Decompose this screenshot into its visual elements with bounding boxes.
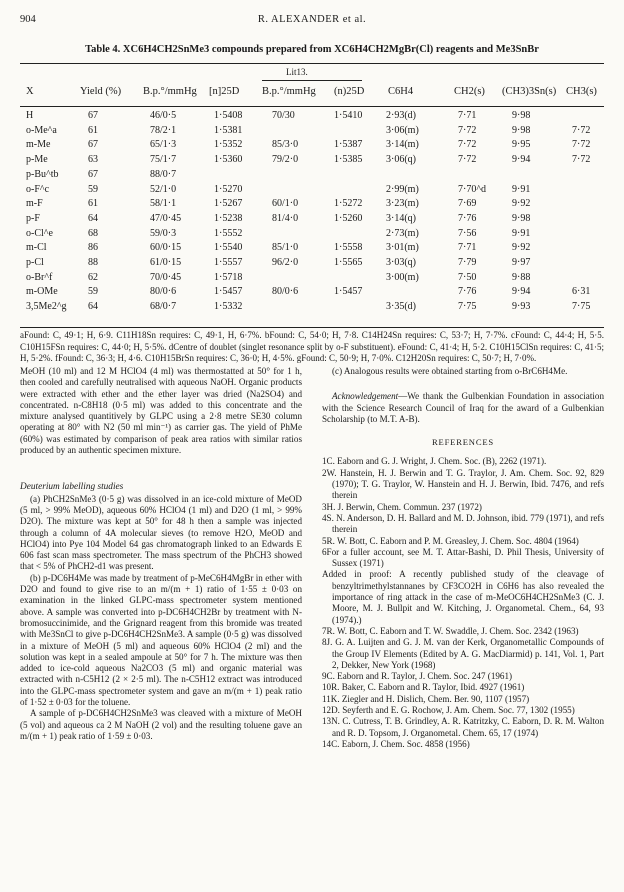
table-cell-yield: 62	[88, 271, 98, 283]
table-cell-c6h4: 2·73(m)	[386, 227, 419, 239]
table-cell-snme3: 9·93	[512, 301, 531, 313]
table-cell-yield: 68	[88, 227, 98, 239]
table-cell-ch3: 7·72	[572, 139, 591, 151]
reference-item: 11K. Ziegler and H. Dislich, Chem. Ber. 90, 1107 (1957)	[322, 693, 530, 704]
table-cell-ch2: 7·71	[458, 110, 477, 121]
table-cell-ch3: 7·75	[572, 301, 591, 313]
table-cell-c6h4: 3·06(q)	[386, 154, 416, 166]
table-cell-x: o-F^c	[26, 183, 50, 195]
table-cell-n: 1·5540	[214, 242, 243, 254]
table-cell-bp: 47/0·45	[150, 212, 182, 224]
table-cell-snme3: 9·97	[512, 257, 531, 268]
table-cell-x: o-Cl^e	[26, 227, 53, 239]
table-cell-n: 1·5457	[214, 286, 243, 298]
table-header-rule	[20, 106, 604, 107]
table-cell-ch2: 7·72	[458, 124, 477, 136]
table-cell-bp: 80/0·6	[150, 286, 177, 298]
table-cell-ch2: 7·69	[458, 198, 477, 210]
table-cell-x: p-Cl	[26, 257, 44, 268]
table-cell-snme3: 9·91	[512, 227, 531, 239]
table-cell-bp: 46/0·5	[150, 110, 177, 121]
table-cell-x: m-Cl	[26, 242, 47, 254]
table-cell-bp: 61/0·15	[150, 257, 182, 268]
table-cell-yield: 67	[88, 110, 98, 121]
table-cell-lit-bp: 85/3·0	[272, 139, 299, 151]
table-cell-n: 1·5270	[214, 183, 243, 195]
table-cell-x: p-Bu^tb	[26, 168, 59, 180]
table-top-rule	[20, 63, 604, 64]
table-cell-lit-n: 1·5565	[334, 257, 363, 268]
table-cell-ch2: 7·76	[458, 212, 477, 224]
reference-item: 4S. N. Anderson, D. H. Ballard and M. D. Johnson, ibid. 779 (1971), and refs therein	[322, 512, 604, 535]
table-cell-yield: 67	[88, 168, 98, 180]
table-cell-n: 1·5360	[214, 154, 243, 166]
ack-text: —We thank the Gulbenkian Foundation in association with the Science Research Council of Iraq for the award of a Gulbenkian Scholarship (to M.T. A-B).	[322, 391, 604, 424]
table-cell-snme3: 9·94	[512, 286, 531, 298]
table-cell-x: o-Me^a	[26, 124, 57, 136]
table-cell-x: m-OMe	[26, 286, 58, 298]
reference-item: 13N. C. Cutress, T. B. Grindley, A. R. Katritzky, C. Eaborn, D. R. M. Walton and R. D. Topsom, J. Organometal. Chem. 65, 17 (1974)	[322, 716, 604, 738]
reference-item: 10R. Baker, C. Eaborn and R. Taylor, Ibid. 4927 (1961)	[322, 682, 525, 693]
table-cell-lit-n: 1·5385	[334, 154, 363, 166]
table-cell-snme3: 9·92	[512, 242, 531, 254]
labelling-paragraph-b: (b) p-DC6H4Me was made by treatment of p-MeC6H4MgBr in ether with D2O and found to give rise to an m/(m + 1) ratio of 1·55 ± 0·03 on examination in the linked GLPC-mass spectrometer system mentioned above. A sample was converted into p-DC6H4CH2Br by treatment with N-bromosuccinimide, and the Grignard reagent from this bromide was treated with Me3SnCl to give p-DC6H4CH2SnMe3. A sample (0·5 g) was dissolved in a mixture of MeOH (5 ml) and aqueous 60% HClO4 (2 ml) and the solution was kept in a sealed ampoule at 50° for 7 h. The mixture was then added to ice-cold aqueous Na2CO3 (5 ml) and organic material was extracted with n-C5H12 (2 × 2·5 ml). The n-C5H12 extract was introduced into the GLPC-mass spectrometer system and gave an m/(m + 1) peak ratio of 1·52 ± 0·03 for the toluene.	[20, 572, 302, 708]
table-cell-ch2: 7·75	[458, 301, 477, 313]
reference-item: 8J. G. A. Luijten and G. J. M. van der Kerk, Organometallic Compounds of the Group IV Elements (Edited by A. G. MacDiarmid) p. 141, Vol. 1, Part 2, Dekker, New York (1968)	[322, 637, 604, 670]
table-cell-yield: 61	[88, 124, 98, 136]
table-cell-n: 1·5381	[214, 124, 243, 136]
table-cell-bp: 52/1·0	[150, 183, 177, 195]
table-cell-n: 1·5557	[214, 257, 243, 268]
table-cell-ch2: 7·50	[458, 271, 477, 283]
table-cell-yield: 59	[88, 286, 98, 298]
table-cell-c6h4: 3·01(m)	[386, 242, 419, 254]
header-ch3: CH3(s)	[566, 86, 597, 97]
table-cell-bp: 60/0·15	[150, 242, 182, 254]
header-lit-bp: B.p.°/mmHg	[262, 86, 316, 97]
header-n: [n]25D	[209, 86, 240, 97]
table-cell-snme3: 9·98	[512, 124, 531, 136]
page-number: 904	[20, 14, 36, 25]
table-cell-ch3: 7·72	[572, 124, 591, 136]
table-cell-lit-bp: 80/0·6	[272, 286, 299, 298]
table-cell-lit-n: 1·5387	[334, 139, 363, 151]
ack-label: Acknowledgement	[332, 391, 399, 402]
table-cell-x: m-Me	[26, 139, 51, 151]
right-column	[322, 366, 604, 750]
reference-item: 1C. Eaborn and G. J. Wright, J. Chem. Soc. (B), 2262 (1971).	[322, 456, 547, 467]
header-snme3: (CH3)3Sn(s)	[502, 86, 557, 97]
table-cell-snme3: 9·98	[512, 110, 531, 121]
table-cell-ch2: 7·56	[458, 227, 477, 239]
table-cell-c6h4: 3·14(m)	[386, 139, 419, 151]
table-cell-lit-n: 1·5558	[334, 242, 363, 254]
table-cell-snme3: 9·91	[512, 183, 531, 195]
reference-item: 6For a fuller account, see M. T. Attar-Bashi, D. Phil Thesis, University of Sussex (1971)	[322, 546, 604, 569]
left-column	[20, 366, 302, 742]
table-cell-x: p-F	[26, 212, 40, 224]
table-cell-yield: 63	[88, 154, 98, 166]
table-cell-lit-n: 1·5410	[334, 110, 363, 121]
table-cell-c6h4: 3·03(q)	[386, 257, 416, 268]
table-cell-snme3: 9·94	[512, 154, 531, 166]
table-cell-c6h4: 3·23(m)	[386, 198, 419, 210]
header-lit-n: (n)25D	[334, 86, 365, 97]
table-cell-lit-n: 1·5260	[334, 212, 363, 224]
table-cell-yield: 64	[88, 212, 98, 224]
table-cell-ch2: 7·71	[458, 242, 477, 254]
header-c6h4: C6H4	[388, 86, 414, 97]
table-cell-yield: 59	[88, 183, 98, 195]
reference-item: 5R. W. Bott, C. Eaborn and P. M. Greasley, J. Chem. Soc. 4804 (1964)	[322, 535, 579, 546]
table-cell-ch2: 7·72	[458, 154, 477, 166]
table-cell-ch2: 7·76	[458, 286, 477, 298]
table-cell-yield: 61	[88, 198, 98, 210]
table-cell-snme3: 9·88	[512, 271, 531, 283]
table-cell-n: 1·5332	[214, 301, 243, 313]
acknowledgement	[322, 391, 604, 425]
table-cell-c6h4: 3·06(m)	[386, 124, 419, 136]
reference-item: 7R. W. Bott, C. Eaborn and T. W. Swaddle, J. Chem. Soc. 2342 (1963)	[322, 625, 579, 636]
reference-item: 2W. Hanstein, H. J. Berwin and T. G. Traylor, J. Am. Chem. Soc. 92, 829 (1970); T. G. Traylor, W. Hanstein and H. J. Berwin, Ibid. 7476, and refs therein	[322, 467, 604, 501]
references-heading: REFERENCES	[432, 437, 494, 448]
table-footnotes: aFound: C, 49·1; H, 6·9. C11H18Sn requires: C, 49·1, H, 6·7%. bFound: C, 54·0; H, 7·8. C14H24Sn requires: C, 53·7; H, 7·7%. cFound: C, 44·4; H, 5·5. C10H15FSn requires: C, 44·0; H, 5·5%. dCentre of doublet (singlet resonance split by o-F substituent). eFound: C, 41·4; H, 5·2. C10H15ClSn requires: C, 41·5; H, 5·2%. fFound: C, 36·3; H, 4·6. C10H15BrSn requires: C, 36·0; H, 4·5%. gFound: C, 50·9; H, 7·0%. C12H20Sn requires: C, 50·7; H, 7·0%.	[20, 330, 604, 364]
table-cell-bp: 68/0·7	[150, 301, 177, 313]
table-cell-yield: 88	[88, 257, 98, 268]
table-cell-n: 1·5408	[214, 110, 243, 121]
table-cell-n: 1·5238	[214, 212, 243, 224]
table-cell-c6h4: 3·00(m)	[386, 271, 419, 283]
table-cell-bp: 88/0·7	[150, 168, 177, 180]
references-list	[322, 456, 604, 750]
analogous-paragraph: (c) Analogous results were obtained starting from o-BrC6H4Me.	[332, 366, 568, 376]
table-cell-ch3: 7·72	[572, 154, 591, 166]
labelling-paragraph-a: (a) PhCH2SnMe3 (0·5 g) was dissolved in an ice-cold mixture of MeOD (5 ml, > 99% MeOD), aqueous 60% HClO4 (1 ml) and D2O (1 ml, > 99% D2O). The mixture was kept at 50° for 48 h then a sample was injected through a column of 4A molecular sieves (to remove H2O, MeOD and HClO4) into Pye 104 Model 64 gas chromatograph linked to an Edwards E 606 fast scan mass spectrometer. The mass spectrum of the PhCH3 showed that < 5% of PhCH2-d1 was present.	[20, 493, 302, 572]
table-cell-lit-bp: 81/4·0	[272, 212, 299, 224]
table-cell-ch3: 6·31	[572, 286, 591, 298]
labelling-paragraph-c: A sample of p-DC6H4CH2SnMe3 was cleaved with a mixture of MeOH (5 vol) and aqueous ca 2 M NaOH (2 vol) and the resulting toluene gave an m/(m + 1) peak ratio of 1·59 ± 0·03.	[20, 708, 302, 741]
table-cell-c6h4: 2·93(d)	[386, 110, 416, 121]
table-cell-x: o-Br^f	[26, 271, 53, 283]
reference-item: 3H. J. Berwin, Chem. Commun. 237 (1972)	[322, 501, 482, 512]
table-cell-bp: 75/1·7	[150, 154, 177, 166]
header-x: X	[26, 86, 34, 97]
table-cell-lit-bp: 96/2·0	[272, 257, 299, 268]
reference-item: 9C. Eaborn and R. Taylor, J. Chem. Soc. 247 (1961)	[322, 671, 513, 682]
table-cell-lit-bp: 70/30	[272, 110, 295, 121]
table-cell-yield: 86	[88, 242, 98, 254]
table-cell-ch2: 7·79	[458, 257, 477, 268]
running-header	[20, 14, 604, 28]
table-cell-lit-bp: 60/1·0	[272, 198, 299, 210]
header-bp: B.p.°/mmHg	[143, 86, 197, 97]
table-cell-bp: 78/2·1	[150, 124, 177, 136]
table-cell-snme3: 9·95	[512, 139, 531, 151]
running-authors: R. ALEXANDER et al.	[257, 14, 367, 25]
header-ch2: CH2(s)	[454, 86, 485, 97]
table-cell-n: 1·5352	[214, 139, 243, 151]
table-cell-yield: 67	[88, 139, 98, 151]
section-heading: Deuterium labelling studies	[20, 482, 124, 493]
table-cell-n: 1·5552	[214, 227, 243, 239]
table-bottom-rule	[20, 327, 604, 328]
table-cell-snme3: 9·92	[512, 198, 531, 210]
lit-span-rule	[262, 80, 362, 81]
table-cell-bp: 65/1·3	[150, 139, 177, 151]
experimental-paragraph: MeOH (10 ml) and 12 M HClO4 (4 ml) was thermostatted at 50° for 1 h, then cooled and carefully neutralised with aqueous NaOH. Organic products were extracted with ether and the ether layer was dried (Na2SO4) and concentrated. n-C8H18 (0·5 ml) was added to this concentrate and the mixture analysed quantitively by GLPC using a 2·8 metre SE30 column operating at 80° with N2 (50 ml min⁻¹) as carrier gas. The yield of PhMe (60%) was estimated by comparison of peak area ratios with similar ratios produced by an authentic specimen mixture.	[20, 366, 302, 456]
table-cell-lit-bp: 79/2·0	[272, 154, 299, 166]
reference-item: 12D. Seyferth and E. G. Rochow, J. Am. Chem. Soc. 77, 1302 (1955)	[322, 705, 575, 716]
table-cell-x: H	[26, 110, 34, 121]
table-cell-c6h4: 3·35(d)	[386, 301, 416, 313]
table-cell-lit-n: 1·5457	[334, 286, 363, 298]
table-cell-yield: 64	[88, 301, 98, 313]
table-cell-n: 1·5267	[214, 198, 243, 210]
table-cell-c6h4: 3·14(q)	[386, 212, 416, 224]
lit-header: Lit13.	[286, 67, 308, 77]
header-yield: Yield (%)	[80, 86, 122, 97]
table-cell-c6h4: 2·99(m)	[386, 183, 419, 195]
table-caption: Table 4. XC6H4CH2SnMe3 compounds prepared from XC6H4CH2MgBr(Cl) reagents and Me3SnBr	[85, 44, 539, 55]
table-cell-x: 3,5Me2^g	[26, 301, 67, 313]
table-cell-x: m-F	[26, 198, 43, 210]
table-cell-bp: 59/0·3	[150, 227, 177, 239]
table-cell-x: p-Me	[26, 154, 48, 166]
table-cell-lit-bp: 85/1·0	[272, 242, 299, 254]
table-cell-snme3: 9·98	[512, 212, 531, 224]
table-cell-bp: 58/1·1	[150, 198, 177, 210]
reference-item: 14C. Eaborn, J. Chem. Soc. 4858 (1956)	[322, 738, 470, 749]
table-cell-ch2: 7·70^d	[458, 183, 487, 195]
reference-item: Added in proof: A recently published study of the cleavage of benzyltrimethylstannanes by CF3CO2H in C6H6 has also revealed the importance of ring attack in the case of m-MeOC6H4CH2SnMe3 (C. J. Moore, M. J. Bullpit and W. Kitching, J. Organometal. Chem., 64, 93 (1974).)	[322, 569, 604, 625]
table-cell-ch2: 7·72	[458, 139, 477, 151]
table-cell-n: 1·5718	[214, 271, 243, 283]
table-cell-lit-n: 1·5272	[334, 198, 363, 210]
table-cell-bp: 70/0·45	[150, 271, 182, 283]
